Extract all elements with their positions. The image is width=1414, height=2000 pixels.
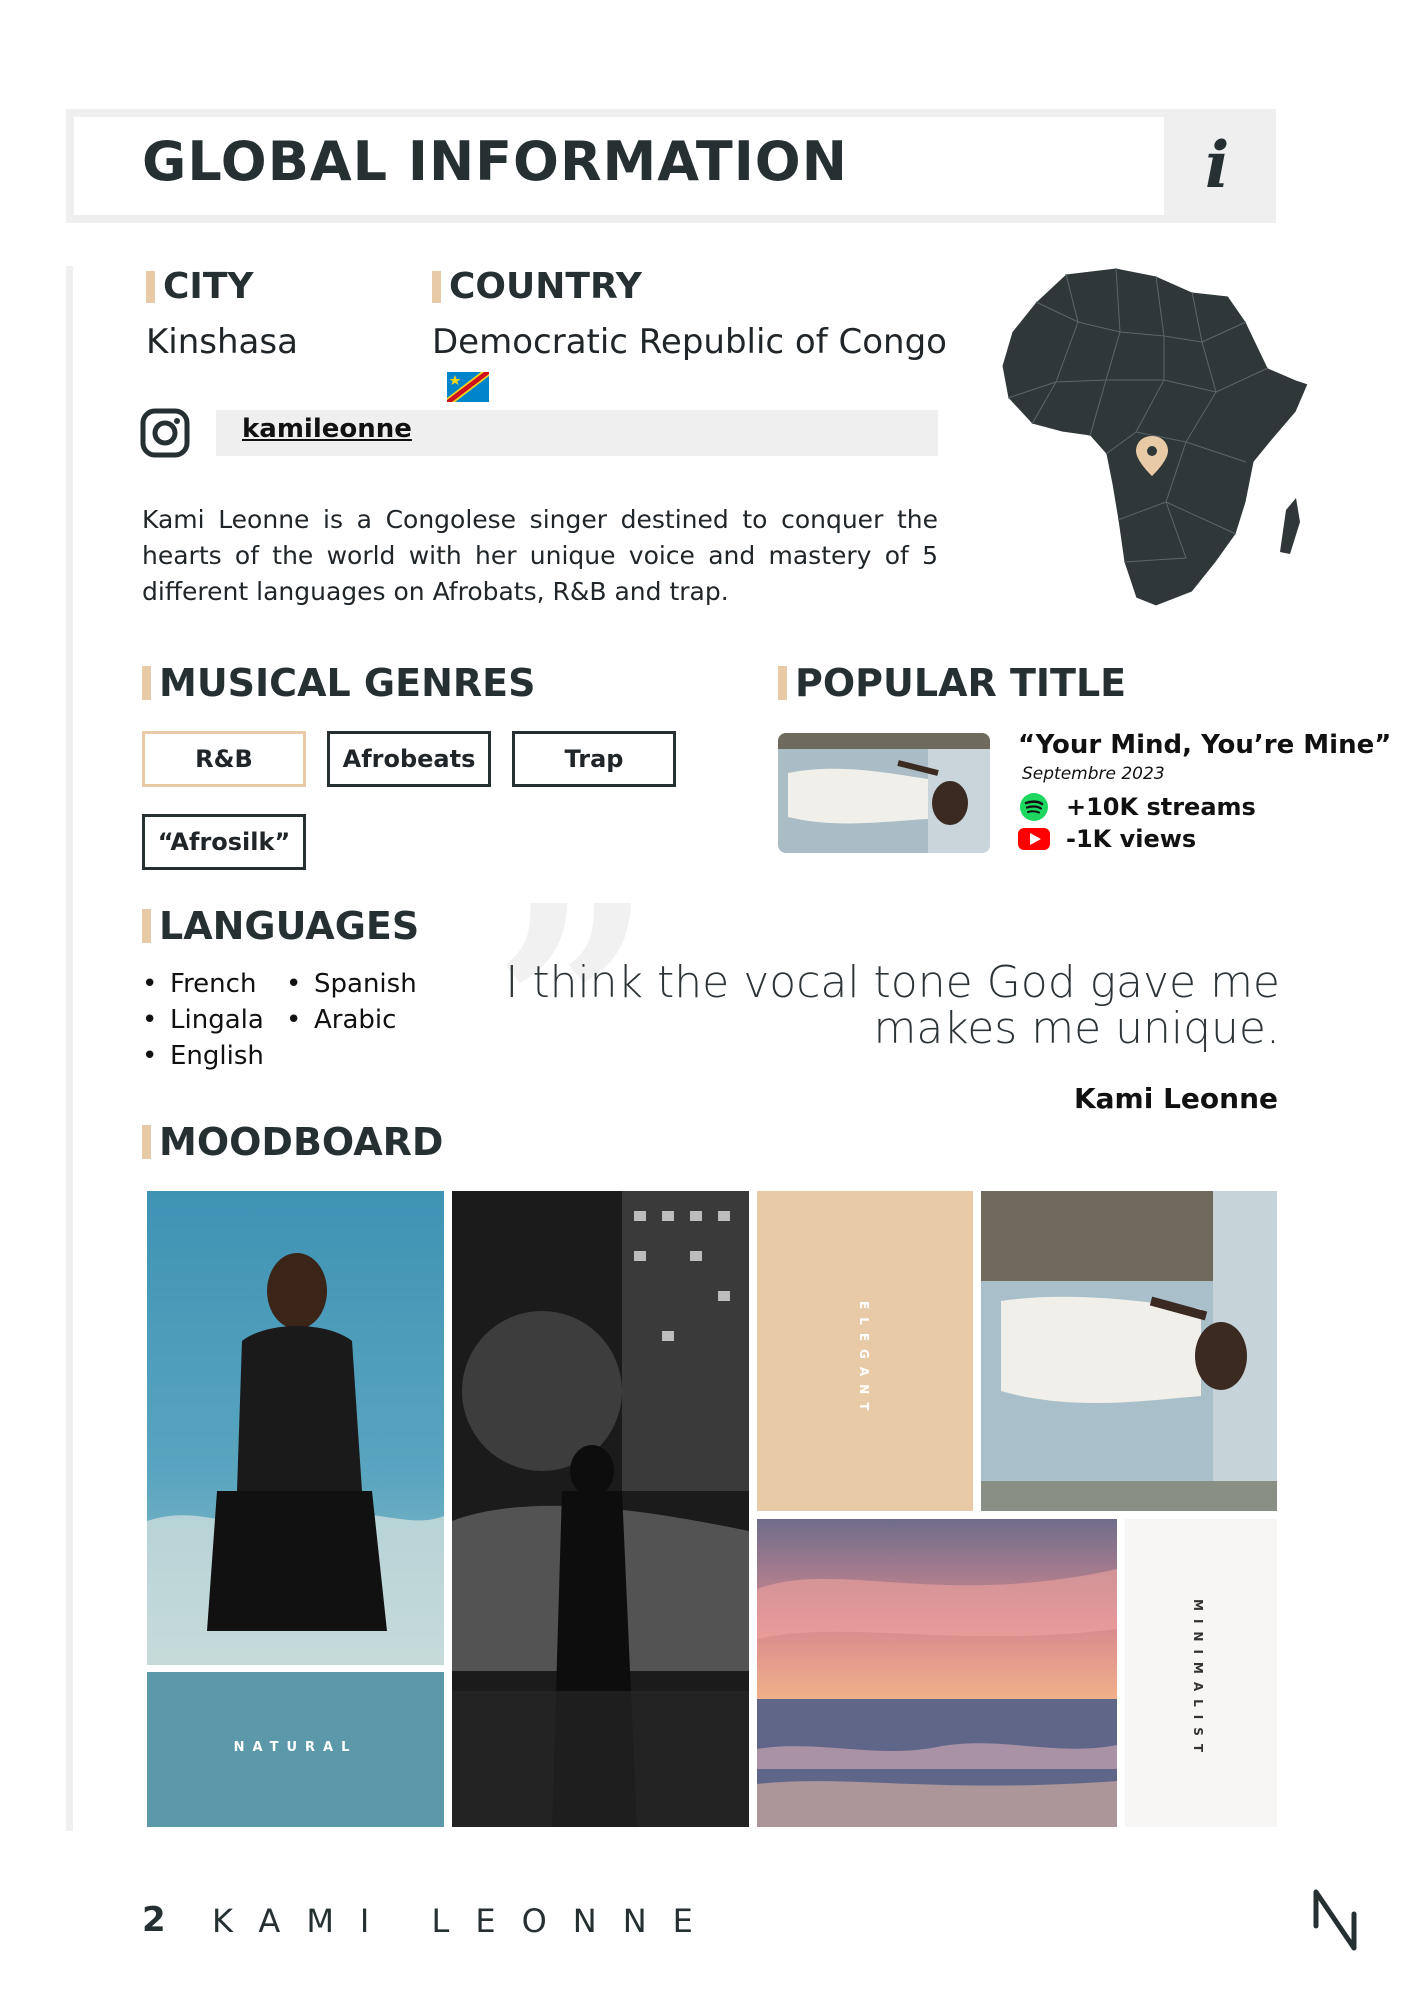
- moodboard-photo-sofa: [981, 1191, 1277, 1511]
- footer-artist-name: KAMI LEONNE: [212, 1902, 719, 1940]
- views-count: -1K views: [1066, 825, 1197, 853]
- streams-count: +10K streams: [1066, 793, 1256, 821]
- popular-track-title: “Your Mind, You’re Mine”: [1018, 730, 1392, 760]
- left-divider: [66, 266, 73, 1831]
- popular-title-cover-image: [778, 733, 990, 853]
- instagram-icon[interactable]: [140, 408, 190, 458]
- languages-heading: [142, 904, 419, 948]
- list-item: • Arabic: [286, 1002, 417, 1038]
- accent-bar: [778, 666, 787, 700]
- moodboard-photo-night: [452, 1191, 749, 1827]
- quote-mark-icon: ”: [492, 845, 654, 1174]
- country-value: Democratic Republic of Congo: [432, 322, 947, 362]
- minimalist-label: MINIMALIST: [1191, 1599, 1205, 1761]
- country-label: COUNTRY: [449, 266, 642, 307]
- moodboard-photo-beach: [147, 1191, 444, 1665]
- page-number: 2: [142, 1900, 166, 1940]
- city-value: Kinshasa: [146, 322, 298, 362]
- genre-tag-rnb[interactable]: R&B: [142, 731, 306, 787]
- popular-heading: [778, 661, 1126, 705]
- list-item: • Lingala: [142, 1002, 264, 1038]
- languages-list-1: [142, 966, 264, 1074]
- accent-bar: [142, 666, 151, 700]
- genre-tag-trap[interactable]: Trap: [512, 731, 676, 787]
- languages-list-2: [286, 966, 417, 1038]
- streams-stat: [1018, 793, 1256, 821]
- bio-paragraph: Kami Leonne is a Congolese singer destined to conquer the hearts of the world with her unique voice and mastery of 5 different languages on Afrobats, R&B and trap.: [142, 505, 938, 606]
- moodboard-tile-natural: [147, 1672, 444, 1827]
- page-title: GLOBAL INFORMATION: [142, 130, 848, 193]
- elegant-label: ELEGANT: [857, 1301, 871, 1419]
- list-item: • English: [142, 1038, 264, 1074]
- moodboard-photo-sunset: [757, 1519, 1117, 1827]
- moodboard-tile-elegant: [757, 1191, 973, 1511]
- africa-map-icon: [996, 262, 1336, 612]
- accent-bar: [432, 271, 441, 303]
- popular-label: POPULAR TITLE: [795, 661, 1127, 705]
- moodboard-heading: [142, 1120, 443, 1164]
- instagram-handle-link[interactable]: kamileonne: [242, 414, 412, 444]
- spotify-icon: [1018, 795, 1050, 819]
- city-heading: [146, 266, 253, 307]
- accent-bar: [142, 1125, 151, 1159]
- quote-line-2: makes me unique.: [873, 1003, 1280, 1054]
- moodboard-label: MOODBOARD: [159, 1120, 444, 1164]
- info-icon: i: [1205, 128, 1230, 203]
- list-item: • Spanish: [286, 966, 417, 1002]
- moodboard-tile-minimalist: [1125, 1519, 1277, 1827]
- accent-bar: [146, 271, 155, 303]
- accent-bar: [142, 909, 151, 943]
- country-heading: [432, 266, 642, 307]
- list-item: • French: [142, 966, 264, 1002]
- quote-text: [480, 957, 1280, 1054]
- genre-tag-afrosilk[interactable]: “Afrosilk”: [142, 814, 306, 870]
- youtube-icon: [1018, 827, 1050, 851]
- genres-heading: [142, 661, 535, 705]
- n-logo-icon: [1310, 1888, 1360, 1952]
- languages-label: LANGUAGES: [159, 904, 420, 948]
- quote-author: Kami Leonne: [1073, 1082, 1278, 1115]
- drc-flag-icon: [447, 372, 489, 402]
- quote-line-1: I think the vocal tone God gave me: [505, 957, 1280, 1008]
- popular-track-date: Septembre 2023: [1022, 764, 1165, 784]
- views-stat: [1018, 825, 1196, 853]
- genre-tag-afrobeats[interactable]: Afrobeats: [327, 731, 491, 787]
- city-label: CITY: [163, 266, 254, 307]
- natural-label: NATURAL: [233, 1740, 358, 1755]
- genres-label: MUSICAL GENRES: [159, 661, 536, 705]
